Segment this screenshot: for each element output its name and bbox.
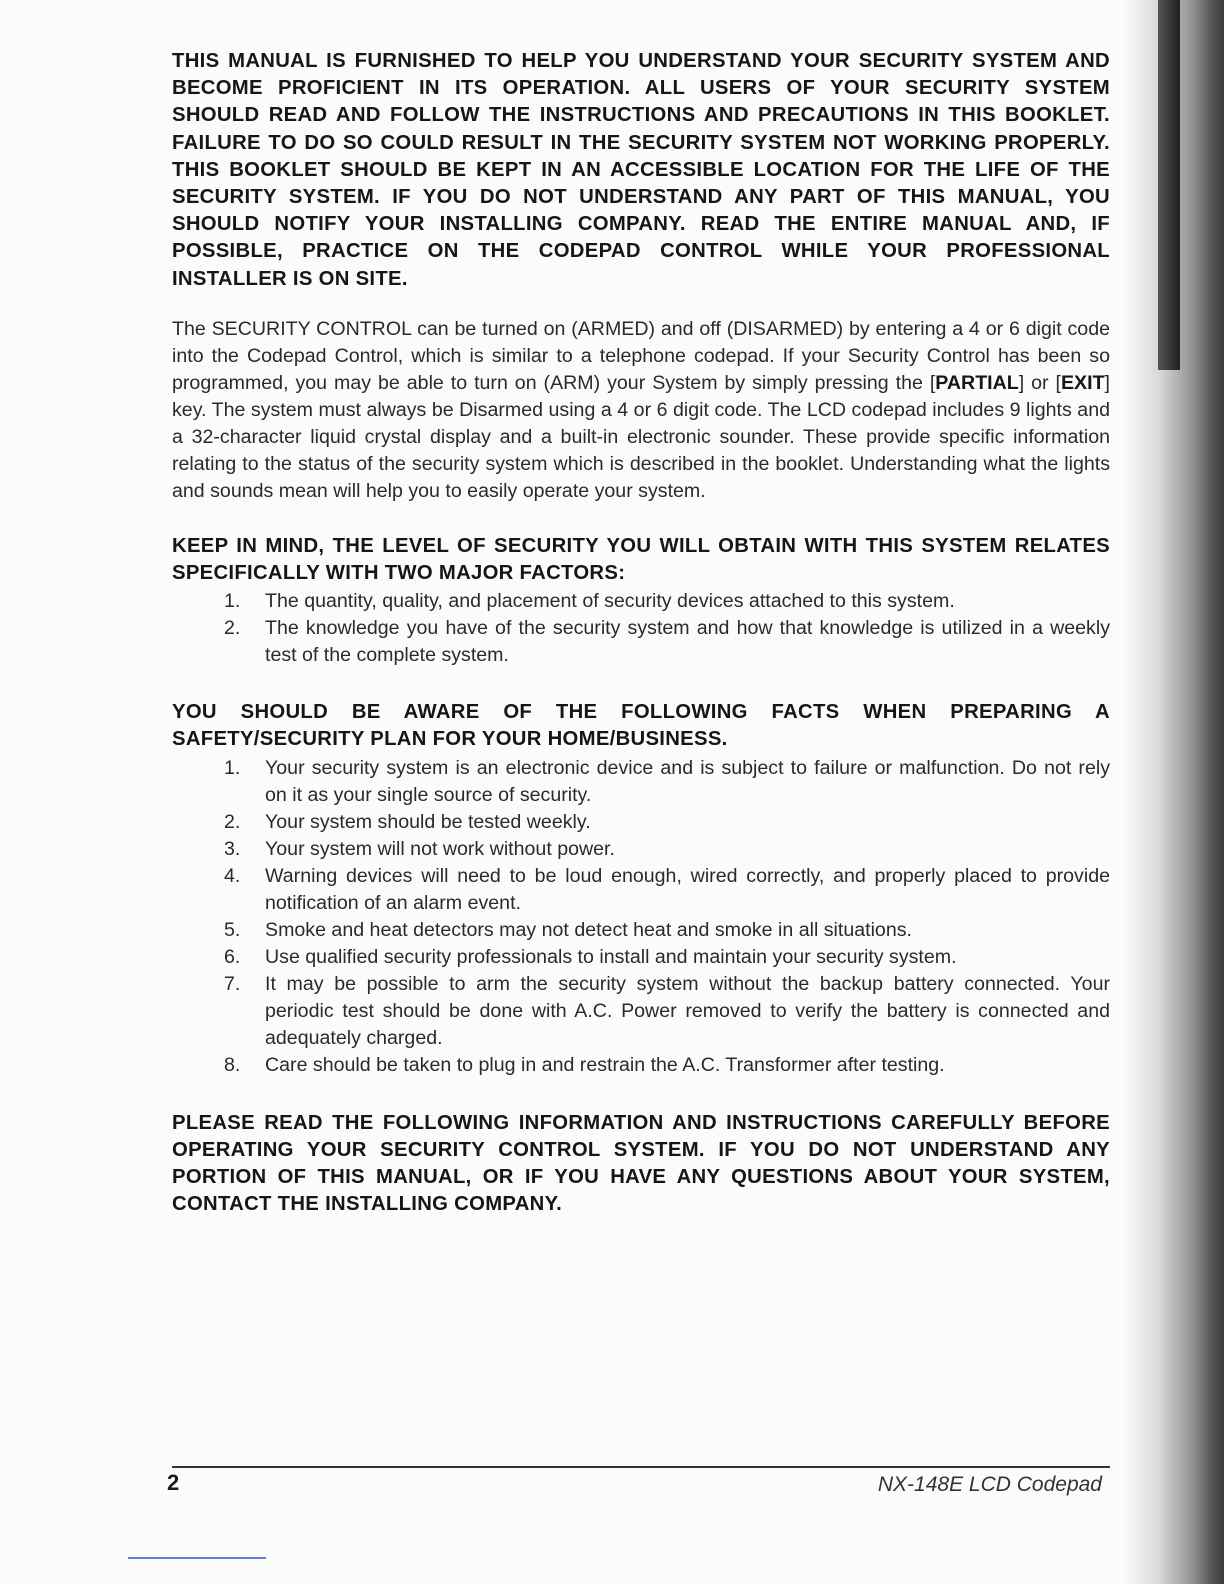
- footer-model-name: NX-148E LCD Codepad: [877, 1473, 1102, 1496]
- manual-page: [172, 48, 1110, 1218]
- aware-list: [172, 755, 1110, 1079]
- item-number: 2.: [224, 617, 241, 640]
- list-item: [172, 917, 1110, 944]
- footer-divider: [172, 1466, 1110, 1468]
- item-number: 1.: [224, 590, 241, 613]
- item-text: The knowledge you have of the security system and how that knowledge is utilized in a weekly test of the complete system.: [265, 617, 1110, 667]
- item-text: Warning devices will need to be loud enough, wired correctly, and properly placed to provide notification of an alarm event.: [265, 864, 1110, 914]
- list-item: [172, 971, 1110, 1052]
- list-item: [172, 809, 1110, 836]
- page-number: 2: [167, 1470, 180, 1495]
- scan-edge-dark: [1158, 0, 1180, 370]
- item-text: Your security system is an electronic device and is subject to failure or malfunction. Do not rely on it as your single source of security.: [265, 756, 1110, 806]
- item-number: 6.: [224, 945, 241, 968]
- list-item: [172, 863, 1110, 917]
- keep-in-mind-heading: KEEP IN MIND, THE LEVEL OF SECURITY YOU WILL OBTAIN WITH THIS SYSTEM RELATES SPECIFICALLY WITH TWO MAJOR FACTORS:: [172, 534, 1110, 585]
- partial-key-label: PARTIAL: [935, 371, 1019, 394]
- item-text: Care should be taken to plug in and restrain the A.C. Transformer after testing.: [265, 1053, 945, 1076]
- exit-key-label: EXIT: [1060, 371, 1105, 394]
- item-number: 7.: [224, 972, 241, 995]
- closing-notice: PLEASE READ THE FOLLOWING INFORMATION AND INSTRUCTIONS CAREFULLY BEFORE OPERATING YOUR SECURITY CONTROL SYSTEM. IF YOU DO NOT UNDERSTAND ANY PORTION OF THIS MANUAL, OR IF YOU HAVE ANY QUESTIONS ABOUT YOUR SYSTEM, CONTACT THE INSTALLING COMPANY.: [172, 1111, 1110, 1216]
- item-number: 4.: [224, 864, 241, 887]
- list-item: [172, 615, 1110, 669]
- item-text: It may be possible to arm the security system without the backup battery connected. Your periodic test should be done with A.C. Power removed to verify the battery is connected and adequately charged.: [265, 972, 1110, 1049]
- intro-notice: THIS MANUAL IS FURNISHED TO HELP YOU UNDERSTAND YOUR SECURITY SYSTEM AND BECOME PROFICIENT IN ITS OPERATION. ALL USERS OF YOUR SECURITY SYSTEM SHOULD READ AND FOLLOW THE INSTRUCTIONS AND PRECAUTIONS IN THIS BOOKLET. FAILURE TO DO SO COULD RESULT IN THE SECURITY SYSTEM NOT WORKING PROPERLY. THIS BOOKLET SHOULD BE KEPT IN AN ACCESSIBLE LOCATION FOR THE LIFE OF THE SECURITY SYSTEM. IF YOU DO NOT UNDERSTAND ANY PART OF THIS MANUAL, YOU SHOULD NOTIFY YOUR INSTALLING COMPANY. READ THE ENTIRE MANUAL AND, IF POSSIBLE, PRACTICE ON THE CODEPAD CONTROL WHILE YOUR PROFESSIONAL INSTALLER IS ON SITE.: [172, 50, 1110, 290]
- keep-in-mind-list: [172, 588, 1110, 669]
- list-item: [172, 1052, 1110, 1079]
- item-number: 1.: [224, 756, 241, 779]
- list-item: [172, 836, 1110, 863]
- list-item: [172, 944, 1110, 971]
- item-number: 2.: [224, 810, 241, 833]
- list-item: [172, 588, 1110, 615]
- item-text: Your system should be tested weekly.: [265, 810, 591, 833]
- item-text: Use qualified security professionals to install and maintain your security system.: [265, 945, 957, 968]
- description-text-2: ] or [: [1018, 371, 1061, 394]
- item-number: 5.: [224, 918, 241, 941]
- scan-artifact-line: [128, 1557, 266, 1559]
- control-description: [172, 316, 1110, 505]
- item-number: 8.: [224, 1053, 241, 1076]
- description-text-1: The SECURITY CONTROL can be turned on (ARMED) and off (DISARMED) by entering a 4 or 6 digit code into the Codepad Control, which is similar to a telephone codepad. If your Security Control has been so programmed, you may be able to turn on (ARM) your System by simply pressing the [: [172, 317, 1110, 394]
- aware-heading: YOU SHOULD BE AWARE OF THE FOLLOWING FACTS WHEN PREPARING A SAFETY/SECURITY PLAN FOR YOUR HOME/BUSINESS.: [172, 701, 1110, 751]
- item-number: 3.: [224, 837, 241, 860]
- list-item: [172, 755, 1110, 809]
- item-text: Your system will not work without power.: [265, 837, 615, 860]
- item-text: The quantity, quality, and placement of security devices attached to this system.: [265, 590, 955, 613]
- item-text: Smoke and heat detectors may not detect heat and smoke in all situations.: [265, 918, 912, 941]
- description-text-3: ] key. The system must always be Disarmed using a 4 or 6 digit code. The LCD codepad includes 9 lights and a 32-character liquid crystal display and a built-in electronic sounder. These provide specific information relating to the status of the security system which is described in the booklet. Understanding what the lights and sounds mean will help you to easily operate your system.: [172, 371, 1110, 502]
